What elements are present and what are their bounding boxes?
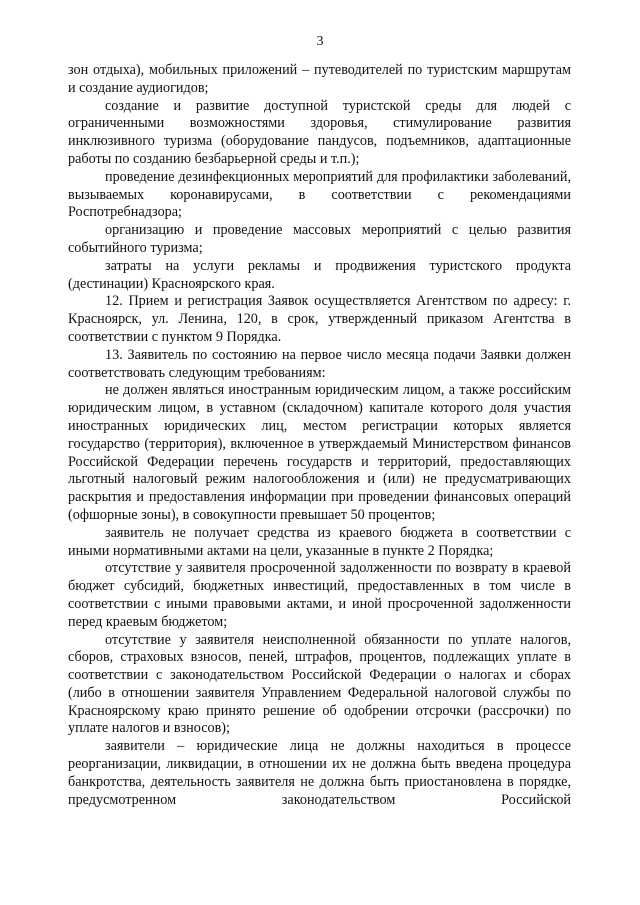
page-number: 3: [316, 34, 324, 49]
paragraph-1: зон отдыха), мобильных приложений – путеводителей по туристским маршрутам и создание аудиогидов;: [68, 62, 571, 96]
paragraph-3: проведение дезинфекционных мероприятий для профилактики заболеваний, вызываемых коронавирусами, в соответствии с рекомендациями Роспотребнадзора;: [68, 168, 571, 221]
document-body: [68, 62, 571, 809]
paragraph-11: отсутствие у заявителя неисполненной обязанности по уплате налогов, сборов, страховых взносов, пеней, штрафов, процентов, подлежащих уплате в соответствии с законодательством Российской Федерации о налогах и сборах (либо в отношении заявителя Управлением Федеральной налоговой службы по Красноярскому краю принято решение об одобрении отсрочки (рассрочки) по уплате налогов и взносов);: [68, 631, 571, 737]
paragraph-9: заявитель не получает средства из краевого бюджета в соответствии с иными нормативными актами на цели, указанные в пункте 2 Порядка;: [68, 524, 571, 559]
paragraph-4: организацию и проведение массовых мероприятий с целью развития событийного туризма;: [68, 222, 571, 256]
paragraph-5: затраты на услуги рекламы и продвижения туристского продукта (дестинации) Красноярского края.: [68, 257, 571, 292]
paragraph-7: 13. Заявитель по состоянию на первое число месяца подачи Заявки должен соответствовать следующим требованиям:: [68, 346, 571, 381]
paragraph-8: не должен являться иностранным юридическим лицом, а также российским юридическим лицом, в уставном (складочном) капитале которого доля участия иностранных юридических лиц, местом регистрации которых является государство (территория), включенное в утверждаемый Министерством финансов Российской Федерации перечень государств и территорий, предоставляющих льготный налоговый режим налогообложения и (или) не предусматривающих раскрытия и предоставления информации при проведении финансовых операций (офшорные зоны), в совокупности превышает 50 процентов;: [68, 382, 571, 523]
paragraph-6: 12. Прием и регистрация Заявок осуществляется Агентством по адресу: г. Красноярск, ул. Ленина, 120, в срок, утвержденный приказом Агентства в соответствии с пунктом 9 Порядка.: [68, 293, 571, 345]
paragraph-12: заявители – юридические лица не должны находиться в процессе реорганизации, ликвидации, в отношении их не должна быть введена процедура банкротства, деятельность заявителя не должна быть приостановлена в порядке, предусмотренном законодательством Российской: [68, 738, 571, 808]
paragraph-2: создание и развитие доступной туристской среды для людей с ограниченными возможностями здоровья, стимулирование развития инклюзивного туризма (оборудование пандусов, подъемников, адаптационные работы по созданию безбарьерной среды и т.п.);: [68, 97, 571, 167]
paragraph-10: отсутствие у заявителя просроченной задолженности по возврату в краевой бюджет субсидий, бюджетных инвестиций, предоставленных в том числе в соответствии с иными правовыми актами, и иной просроченной задолженности перед краевым бюджетом;: [68, 560, 571, 630]
